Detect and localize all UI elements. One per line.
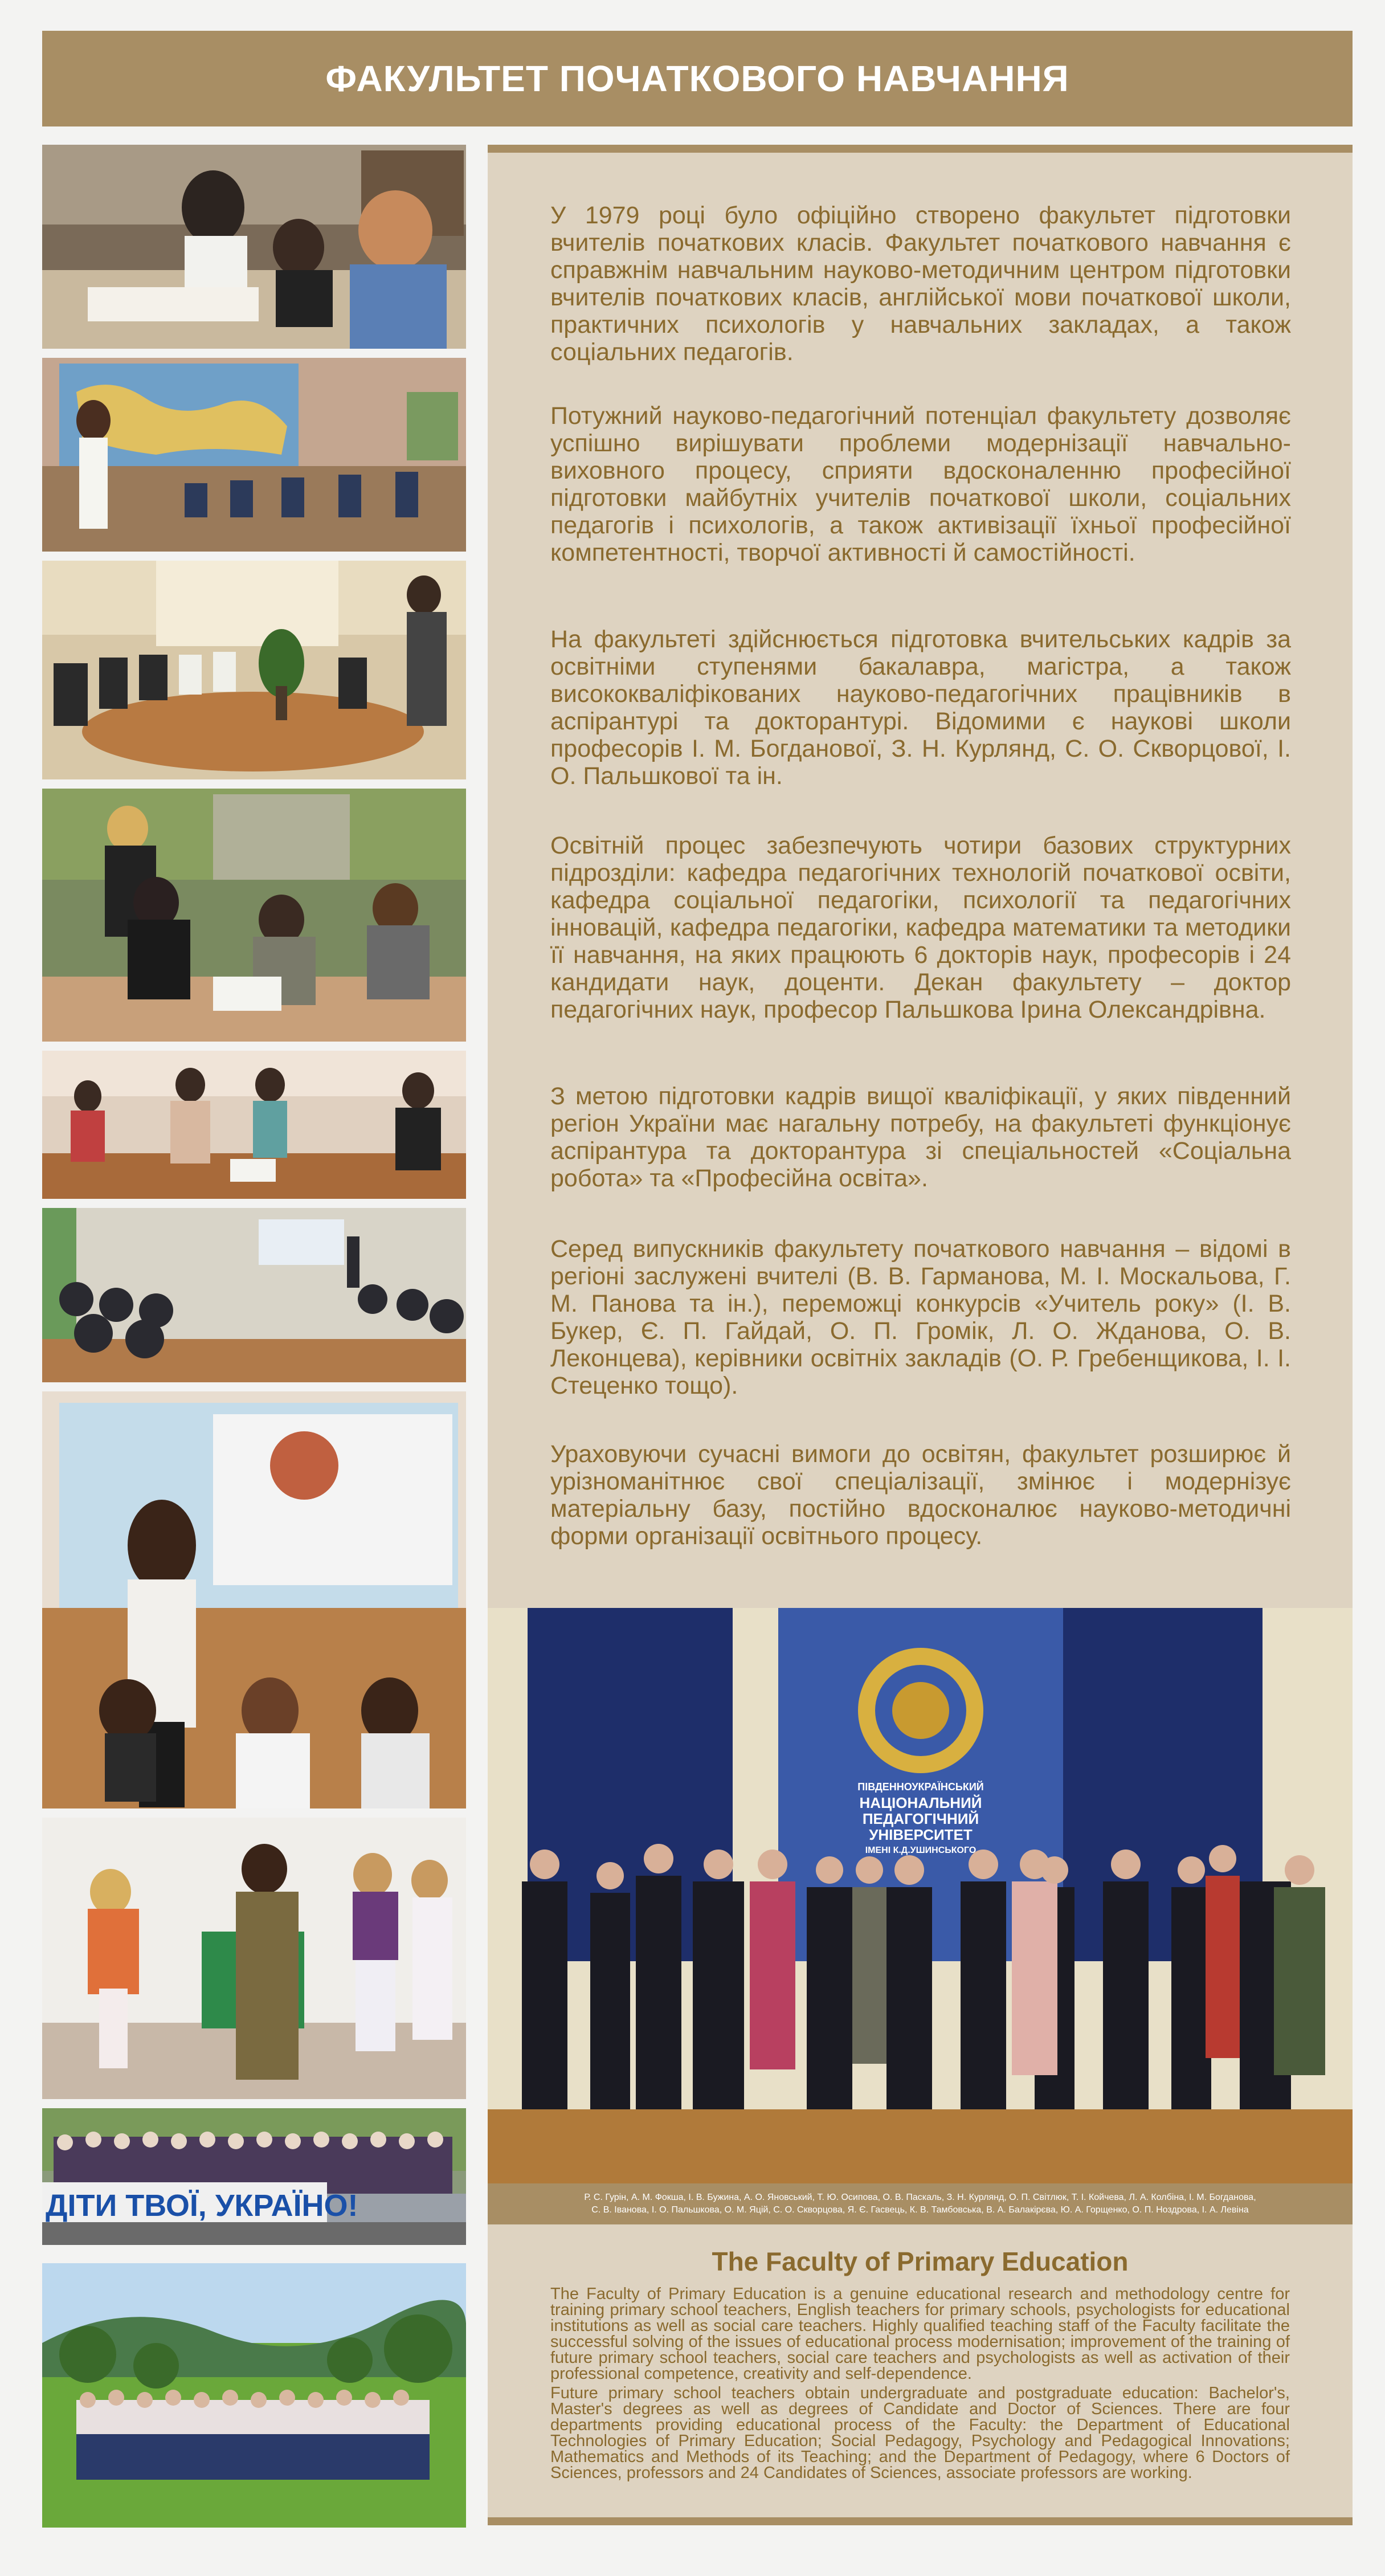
- banner-text: ДІТИ ТВОЇ, УКРАЇНО!: [46, 2189, 358, 2223]
- caption-line-1: Р. С. Гурін, А. М. Фокша, І. В. Бужина, А. О. Яновський, Т. Ю. Осипова, О. В. Паскаль, З. Н. Курлянд, О. П. Світлюк, Т. І. Койчева, Л. А. Колбіна, І. М. Богданова,: [584, 2193, 1256, 2202]
- university-banner: [852, 1779, 989, 1859]
- paragraph-departments: Освітній процес забезпечують чотири базових структурних підрозділи: кафедра педагогічних технологій початкової освіти, кафедра соціальної педагогіки, психології та педагогічних інновацій, кафедра педагогіки, кафедра математики та методики її навчання, на яких працюють 6 докторів наук, професорів і 24 кандидати наук, доценти. Декан факультету – доктор педагогічних наук, професор Пальшкова Ірина Олександрівна.: [550, 832, 1291, 1023]
- english-title: The Faculty of Primary Education: [712, 2247, 1129, 2276]
- students-photo: [42, 789, 466, 1042]
- banner-group-photo: [42, 2108, 466, 2245]
- page-title-bar: [42, 31, 1353, 126]
- banner-line: ІМЕНІ К.Д.УШИНСЬКОГО: [865, 1846, 977, 1855]
- banner-line: ПЕДАГОГІЧНИЙ: [862, 1810, 979, 1827]
- photo-caption: [488, 2183, 1353, 2224]
- page-title: ФАКУЛЬТЕТ ПОЧАТКОВОГО НАВЧАННЯ: [325, 58, 1069, 99]
- english-paragraph-2: Future primary school teachers obtain undergraduate and postgraduate education: Bachelor's, Master's degrees as well as degrees of Candidate and Doctor of Sciences. There are four departments providing educational process of the Faculty: the Department of Educational Technologies of Primary Education; Social Pedagogy, Psychology and Pedagogical Innovations; Mathematics and Methods of its Teaching; and the Department of Pedagogy, where 6 Doctors of Sciences, professors and 24 Candidates of Sciences, associate professors are working.: [550, 2384, 1290, 2482]
- teacher-board-photo: [42, 1391, 466, 1808]
- paragraph-potential: Потужний науково-педагогічний потенціал факультету дозволяє успішно вирішувати проблеми модернізації навчально-виховного процесу, сприяти вдосконаленню професійної підготовки майбутніх учителів початкової школи, соціальних педагогів і психологів, а також активізації їхньої професійної компетентності, творчої активності й самостійності.: [550, 402, 1291, 566]
- english-summary-panel: [488, 2224, 1353, 2525]
- paragraph-graduates: Серед випускників факультету початкового навчання – відомі в регіоні заслужені вчителі (В. В. Гарманова, М. І. Москальова, Г. М. Панова та ін.), переможці конкурсів «Учитель року» (І. В. Букер, Є. П. Гайдай, О. П. Громік, Л. О. Жданова, О. В. Леконцева), керівники освітніх закладів (О. Р. Гребенщикова, І. І. Стеценко тощо).: [550, 1235, 1291, 1399]
- banner-line: ПІВДЕННОУКРАЇНСЬКИЙ: [857, 1781, 984, 1793]
- workshop-photo: [42, 1051, 466, 1199]
- caption-line-2: С. В. Іванова, І. О. Пальшкова, О. М. Яцій, С. О. Скворцова, Я. Є. Гасвець, К. В. Тамбовська, В. А. Балакірєва, Ю. А. Горщенко, О. П. Ноздрова, І. А. Левіна: [591, 2205, 1249, 2215]
- seminar-photo: [42, 561, 466, 779]
- classroom-photo-1: [42, 145, 466, 349]
- classroom-photo-2: [42, 358, 466, 552]
- description-panel: [488, 145, 1353, 1608]
- paragraph-development: Ураховуючи сучасні вимоги до освітян, факультет розширює й урізноманітнює свої спеціалізації, змінює і модернізує матеріальну базу, постійно вдосконалює науково-методичні форми організації освітнього процесу.: [550, 1440, 1291, 1550]
- english-paragraph-1: The Faculty of Primary Education is a genuine educational research and methodology centre for training primary school teachers, English teachers for primary schools, psychologists for educational institutions as well as social care teachers. Highly qualified teaching staff of the Faculty facilitate the successful solving of the issues of educational process modernisation; improvement of the training of future primary school teachers, social care teachers and psychologists as well as activation of their professional competence, creativity and self-dependence.: [550, 2285, 1290, 2383]
- banner-line: НАЦІОНАЛЬНИЙ: [859, 1794, 982, 1811]
- performance-photo: [42, 1818, 466, 2099]
- outdoor-group-photo: [42, 2263, 466, 2528]
- paragraph-postgraduate: З метою підготовки кадрів вищої кваліфікації, у яких південний регіон України має нагальну потребу, на факультеті функціонує аспірантура та докторантура зі спеціальностей «Соціальна робота» та «Професійна освіта».: [550, 1083, 1291, 1192]
- banner-line: УНІВЕРСИТЕТ: [869, 1826, 973, 1843]
- faculty-staff-photo: [488, 1608, 1353, 2183]
- paragraph-history: У 1979 році було офіційно створено факультет підготовки вчителів початкових класів. Факультет початкового навчання є справжнім навчальним науково-методичним центром підготовки вчителів початкових класів, англійської мови початкової школи, практичних психологів у навчальних закладах, а також соціальних педагогів.: [550, 202, 1291, 366]
- lecture-hall-photo: [42, 1208, 466, 1382]
- paragraph-training: На факультеті здійснюється підготовка вчительських кадрів за освітніми ступенями бакалавра, магістра, а також висококваліфікованих науково-педагогічних працівників в аспірантурі та докторантурі. Відомими є наукові школи професорів І. М. Богданової, З. Н. Курлянд, С. О. Скворцової, І. О. Пальшкової та ін.: [550, 626, 1291, 790]
